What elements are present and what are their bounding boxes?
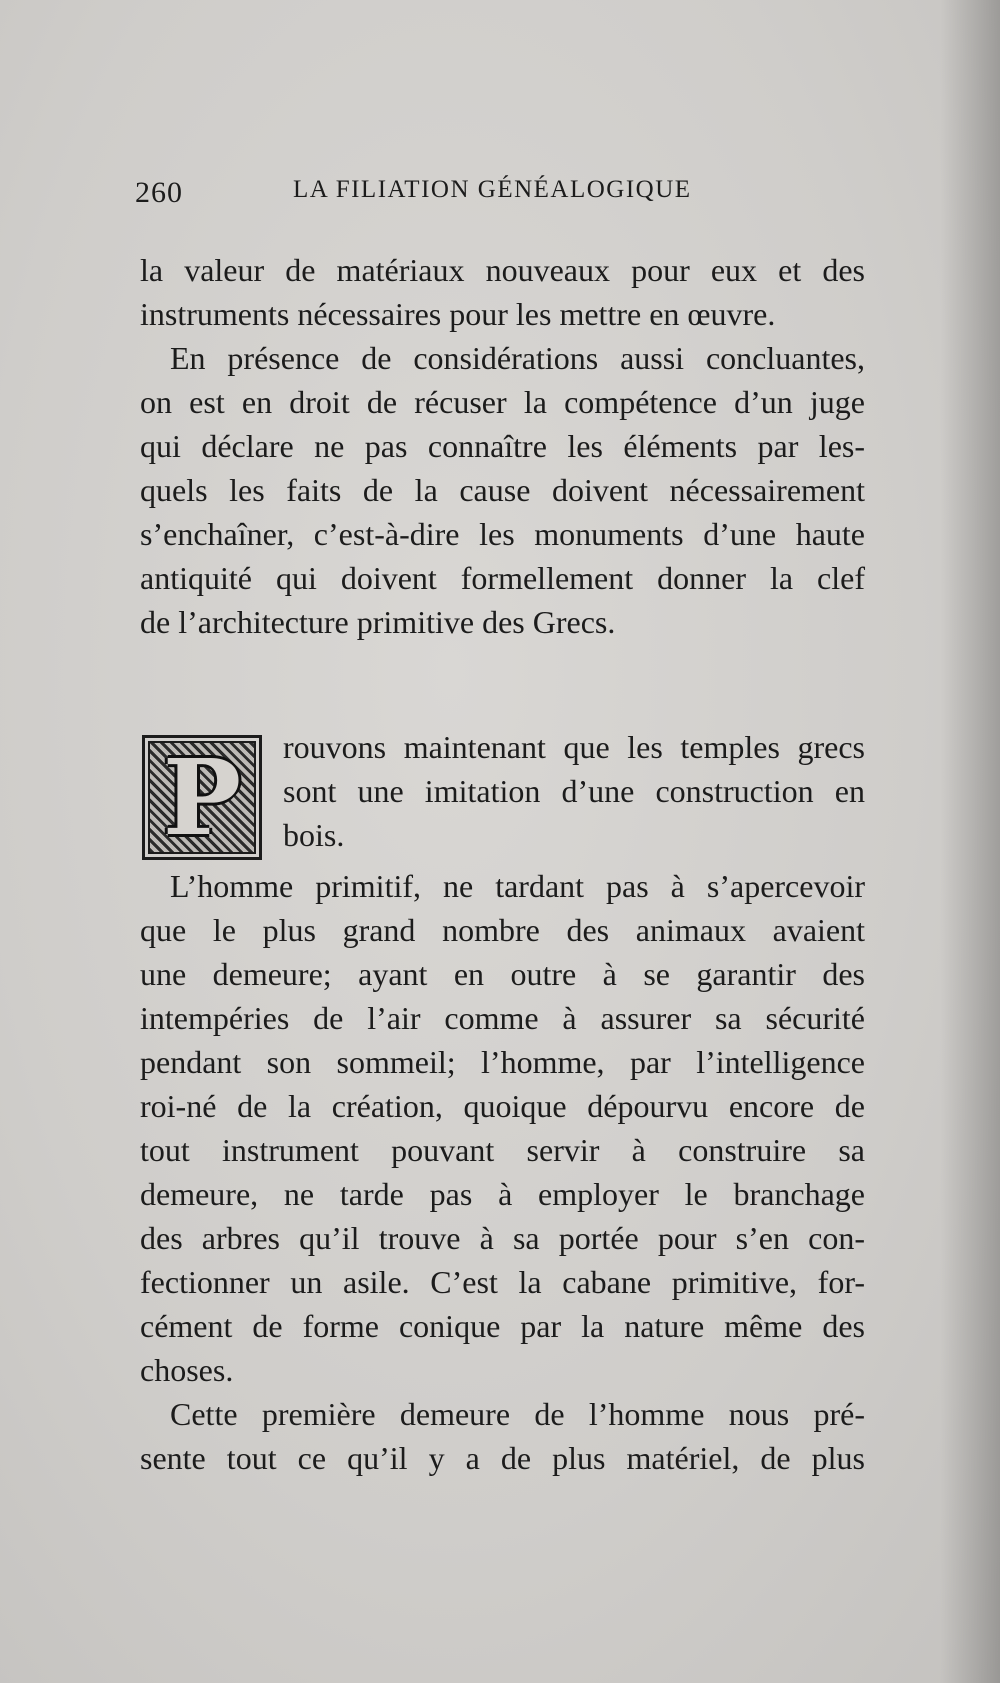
paragraph-4: [140, 864, 865, 1392]
text-line: quels les faits de la cause doivent nécessairement: [140, 472, 865, 508]
ornamental-dropcap: [142, 735, 262, 860]
paragraph-2: [140, 336, 865, 644]
text-line: sente tout ce qu’il y a de plus matériel, de plus: [140, 1440, 865, 1476]
running-head: [135, 170, 705, 210]
text-line: antiquité qui doivent formellement donner la clef: [140, 560, 865, 596]
text-line: rouvons maintenant que les temples grecs: [283, 729, 865, 765]
dropcap-ornament: [148, 741, 256, 854]
text-line: En présence de considérations aussi concluantes,: [170, 340, 865, 376]
text-line: pendant son sommeil; l’homme, par l’intelligence: [140, 1044, 865, 1080]
text-line: instruments nécessaires pour les mettre en œuvre.: [140, 296, 776, 332]
paragraph-5: [140, 1392, 865, 1480]
text-line: la valeur de matériaux nouveaux pour eux et des: [140, 252, 865, 288]
page-edge-shadow: [940, 0, 1000, 1683]
text-line: une demeure; ayant en outre à se garantir des: [140, 956, 865, 992]
text-line: roi-né de la création, quoique dépourvu encore de: [140, 1088, 865, 1124]
text-line: de l’architecture primitive des Grecs.: [140, 604, 616, 640]
page-number: 260: [135, 176, 183, 209]
text-line: fectionner un asile. C’est la cabane primitive, for-: [140, 1264, 865, 1300]
text-line: on est en droit de récuser la compétence d’un juge: [140, 384, 865, 420]
text-line: intempéries de l’air comme à assurer sa sécurité: [140, 1000, 865, 1036]
text-line: s’enchaîner, c’est-à-dire les monuments d’une haute: [140, 516, 865, 552]
text-line: cément de forme conique par la nature même des: [140, 1308, 865, 1344]
text-line: L’homme primitif, ne tardant pas à s’apercevoir: [170, 868, 865, 904]
running-head-title: LA FILIATION GÉNÉALOGIQUE: [293, 176, 692, 203]
paragraph-1: [140, 248, 865, 336]
text-line: Cette première demeure de l’homme nous pré-: [170, 1396, 865, 1432]
text-line: bois.: [283, 817, 345, 853]
text-line: des arbres qu’il trouve à sa portée pour s’en con-: [140, 1220, 865, 1256]
text-line: qui déclare ne pas connaître les éléments par les-: [140, 428, 865, 464]
paragraph-3: [283, 725, 865, 857]
dropcap-letter: P: [162, 741, 242, 854]
text-line: demeure, ne tarde pas à employer le branchage: [140, 1176, 865, 1212]
text-line: tout instrument pouvant servir à construire sa: [140, 1132, 865, 1168]
text-line: choses.: [140, 1352, 234, 1388]
text-line: que le plus grand nombre des animaux avaient: [140, 912, 865, 948]
text-line: sont une imitation d’une construction en: [283, 773, 865, 809]
